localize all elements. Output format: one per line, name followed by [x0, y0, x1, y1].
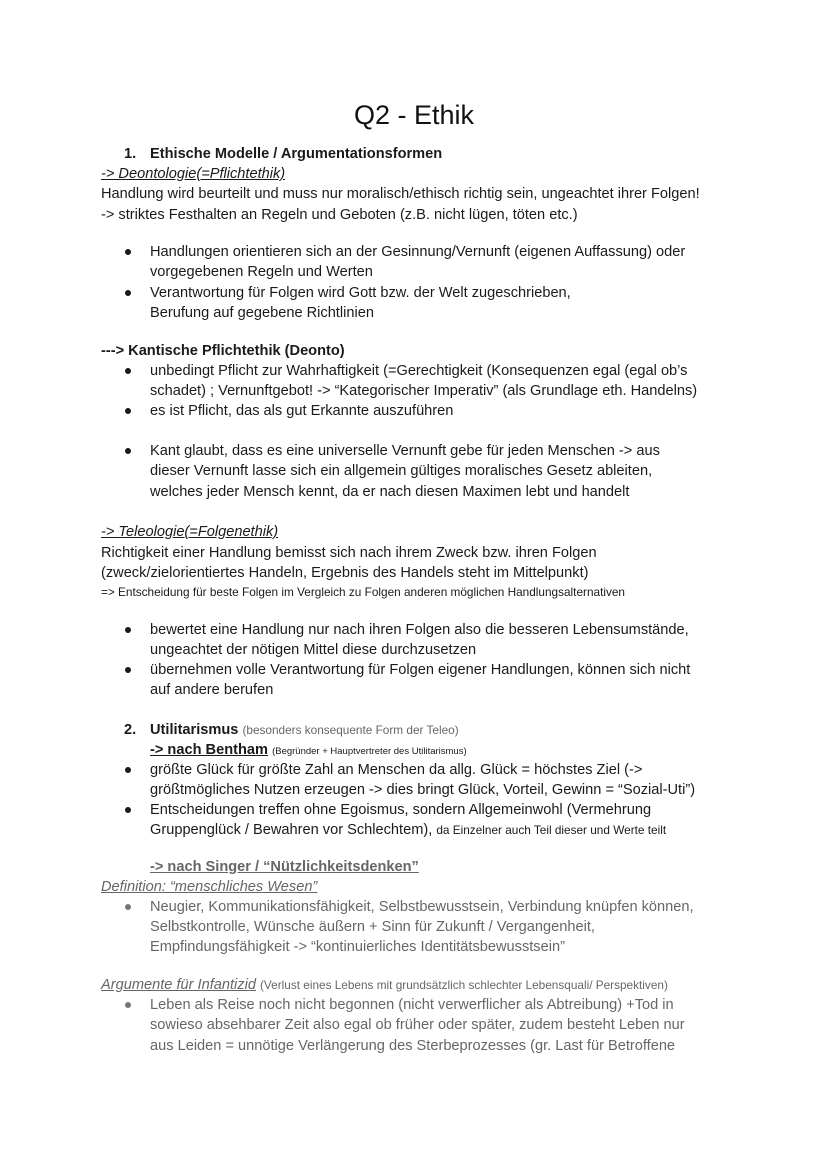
arguments-line — [101, 975, 668, 995]
bullet-dot — [125, 807, 131, 813]
bullet-dot — [125, 767, 131, 773]
list-item: Neugier, Kommunikationsfähigkeit, Selbstbewusstsein, Verbindung knüpfen können, — [150, 899, 694, 915]
page-title: Q2 - Ethik — [353, 100, 475, 130]
utilitarianism-heading: Utilitarismus — [150, 722, 239, 738]
section-heading: Ethische Modelle / Argumentationsformen — [150, 146, 443, 162]
bentham-line — [150, 740, 467, 762]
bullet-dot — [125, 368, 131, 374]
bullet-dot — [125, 904, 131, 910]
deontology-heading: -> Deontologie(=Pflichtethik) — [101, 166, 286, 182]
list-item: Kant glaubt, dass es eine universelle Vernunft gebe für jeden Menschen -> aus — [150, 443, 660, 459]
bentham-note: (Begründer + Hauptvertreter des Utilitarismus) — [272, 746, 467, 757]
kant-heading: ---> Kantische Pflichtethik (Deonto) — [101, 343, 345, 359]
list-item: Selbstkontrolle, Wünsche äußern + Sinn für Zukunft / Vergangenheit, — [150, 919, 595, 935]
list-item: Leben als Reise noch nicht begonnen (nicht verwerflicher als Abtreibung) +Tod in — [150, 997, 674, 1013]
list-item: Handlungen orientieren sich an der Gesinnung/Vernunft (eigenen Auffassung) oder — [150, 244, 686, 260]
list-item: aus Leiden = unnötige Verlängerung des Sterbeprozesses (gr. Last für Betroffene — [150, 1038, 676, 1054]
teleology-text-1: Richtigkeit einer Handlung bemisst sich nach ihrem Zweck bzw. ihren Folgen — [101, 545, 597, 561]
bullet-dot — [125, 1002, 131, 1008]
list-item: Berufung auf gegebene Richtlinien — [150, 305, 374, 321]
arguments-note: (Verlust eines Lebens mit grundsätzlich schlechter Lebensquali/ Perspektiven) — [260, 978, 668, 992]
definition-heading: Definition: “menschliches Wesen” — [101, 879, 318, 895]
singer-heading: -> nach Singer / “Nützlichkeitsdenken” — [150, 859, 419, 875]
teleology-heading: -> Teleologie(=Folgenethik) — [101, 524, 279, 540]
list-item-small: da Einzelner auch Teil dieser und Werte teilt — [436, 823, 667, 837]
list-item: vorgegebenen Regeln und Werten — [150, 264, 373, 280]
list-item: dieser Vernunft lasse sich ein allgemein gültiges moralisches Gesetz ableiten, — [150, 463, 653, 479]
section-number: 2. — [124, 722, 137, 738]
list-item: Verantwortung für Folgen wird Gott bzw. der Welt zugeschrieben, — [150, 285, 571, 301]
section-number: 1. — [124, 146, 137, 162]
teleology-text-3: => Entscheidung für beste Folgen im Vergleich zu Folgen anderen möglichen Handlungsalternativen — [101, 585, 625, 599]
bullet-dot — [125, 667, 131, 673]
bentham-heading: -> nach Bentham — [150, 742, 268, 758]
list-item: sowieso absehbarer Zeit also egal ob früher oder später, zudem besteht Leben nur — [150, 1017, 685, 1033]
list-item — [150, 820, 666, 840]
list-item: Empfindungsfähigkeit -> “kontinuierliches Identitätsbewusstsein” — [150, 939, 565, 955]
list-item: welches jeder Mensch kennt, da er nach diesen Maximen lebt und handelt — [150, 484, 630, 500]
list-item: es ist Pflicht, das als gut Erkannte auszuführen — [150, 403, 454, 419]
deontology-text-2: -> striktes Festhalten an Regeln und Geboten (z.B. nicht lügen, töten etc.) — [101, 207, 578, 223]
list-item: unbedingt Pflicht zur Wahrhaftigkeit (=Gerechtigkeit (Konsequenzen egal (egal ob’s — [150, 363, 688, 379]
teleology-text-2: (zweck/zielorientiertes Handeln, Ergebnis des Handels steht im Mittelpunkt) — [101, 565, 589, 581]
deontology-text-1: Handlung wird beurteilt und muss nur moralisch/ethisch richtig sein, ungeachtet ihrer Folgen! — [101, 186, 700, 202]
bullet-dot — [125, 448, 131, 454]
list-item: bewertet eine Handlung nur nach ihren Folgen also die besseren Lebensumstände, — [150, 622, 689, 638]
list-item: größtmögliches Nutzen erzeugen -> dies bringt Glück, Vorteil, Gewinn = “Sozial-Uti”) — [150, 782, 696, 798]
bullet-dot — [125, 249, 131, 255]
list-item-main: Gruppenglück / Bewahren vor Schlechtem), — [150, 822, 433, 838]
bullet-dot — [125, 408, 131, 414]
list-item: größte Glück für größte Zahl an Menschen da allg. Glück = höchstes Ziel (-> — [150, 762, 643, 778]
arguments-heading: Argumente für Infantizid — [101, 977, 256, 993]
list-item: Entscheidungen treffen ohne Egoismus, sondern Allgemeinwohl (Vermehrung — [150, 802, 652, 818]
bullet-dot — [125, 627, 131, 633]
list-item: ungeachtet der nötigen Mittel diese durchzusetzen — [150, 642, 477, 658]
list-item: auf andere berufen — [150, 682, 274, 698]
list-item: schadet) ; Vernunftgebot! -> “Kategorischer Imperativ” (als Grundlage eth. Handelns) — [150, 383, 698, 399]
utilitarianism-note: (besonders konsequente Form der Teleo) — [242, 723, 459, 737]
utilitarianism-heading-line — [150, 720, 459, 740]
bullet-dot — [125, 290, 131, 296]
list-item: übernehmen volle Verantwortung für Folgen eigener Handlungen, können sich nicht — [150, 662, 691, 678]
